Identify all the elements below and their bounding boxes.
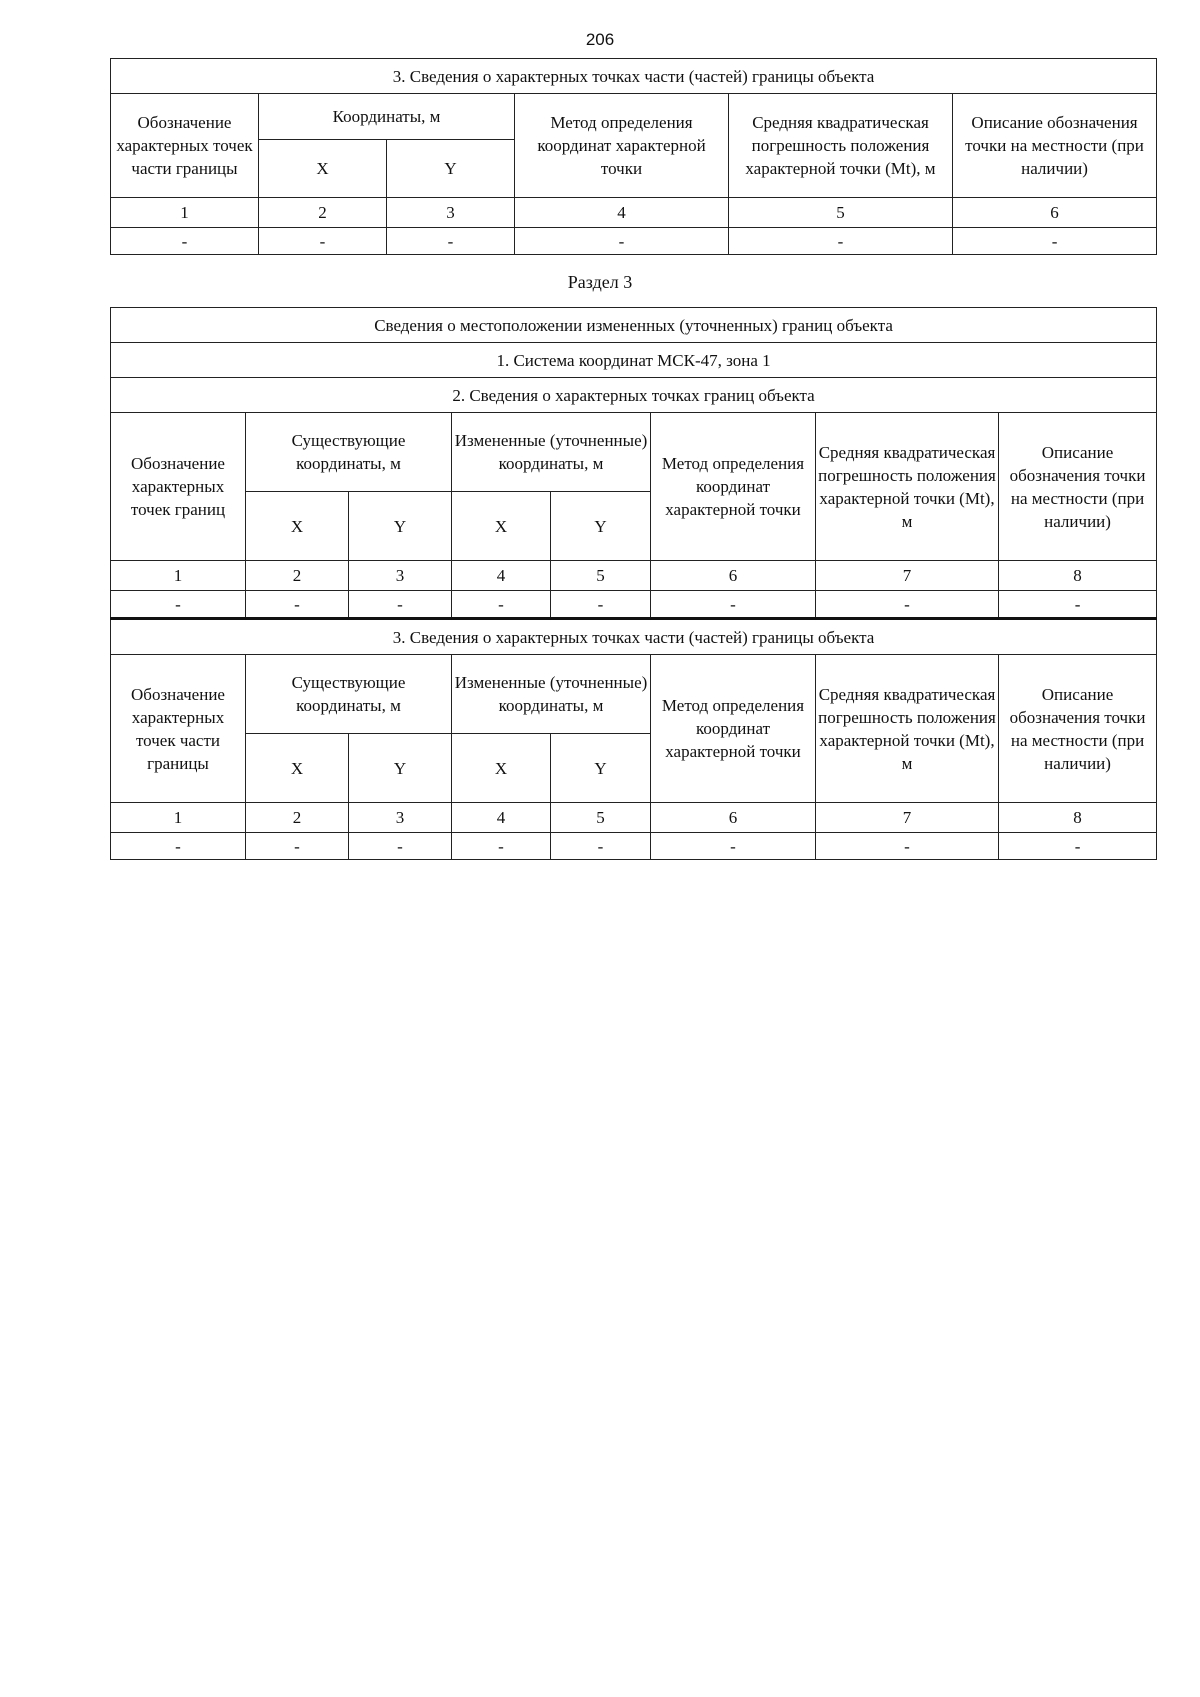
column-number: 6 xyxy=(651,561,816,591)
column-number: 3 xyxy=(387,198,515,228)
column-number: 1 xyxy=(111,561,246,591)
column-number: 3 xyxy=(349,561,452,591)
table-cell: - xyxy=(349,833,452,860)
table-row xyxy=(111,228,1157,255)
header-existing-coordinates: Существующие координаты, м xyxy=(246,655,452,734)
header-error: Средняя квадратическая погрешность положения характерной точки (Mt), м xyxy=(816,655,999,803)
table-cell: - xyxy=(816,591,999,619)
table-cell: - xyxy=(246,591,349,619)
header-x: X xyxy=(452,734,551,803)
header-coordinates: Координаты, м xyxy=(259,94,515,140)
column-number: 6 xyxy=(651,803,816,833)
header-changed-coordinates: Измененные (уточненные) координаты, м xyxy=(452,655,651,734)
header-description: Описание обозначения точки на местности (при наличии) xyxy=(999,655,1157,803)
column-number: 2 xyxy=(246,561,349,591)
coordinate-system: 1. Система координат МСК-47, зона 1 xyxy=(111,343,1157,378)
section-label: Раздел 3 xyxy=(567,272,633,292)
column-number: 5 xyxy=(551,561,651,591)
table-cell: - xyxy=(729,228,953,255)
table-cell: - xyxy=(349,591,452,619)
header-method: Метод определения координат характерной точки xyxy=(651,655,816,803)
characteristic-points-parts-table xyxy=(110,58,1157,255)
header-x: X xyxy=(246,734,349,803)
header-point-designation: Обозначение характерных точек границ xyxy=(111,413,246,561)
header-existing-coordinates: Существующие координаты, м xyxy=(246,413,452,492)
table-cell: - xyxy=(651,591,816,619)
column-number: 6 xyxy=(953,198,1157,228)
header-x: X xyxy=(452,492,551,561)
section3-table xyxy=(110,307,1157,860)
column-number-row xyxy=(111,198,1157,228)
column-number: 4 xyxy=(452,803,551,833)
header-method: Метод определения координат характерной точки xyxy=(515,94,729,198)
page-number: 206 xyxy=(585,30,615,49)
header-error: Средняя квадратическая погрешность положения характерной точки (Mt), м xyxy=(729,94,953,198)
table-cell: - xyxy=(452,833,551,860)
table-title: Сведения о местоположении измененных (уточненных) границ объекта xyxy=(111,308,1157,343)
header-y: Y xyxy=(387,140,515,198)
table-cell: - xyxy=(111,228,259,255)
table-cell: - xyxy=(651,833,816,860)
table-cell: - xyxy=(551,591,651,619)
column-number: 8 xyxy=(999,803,1157,833)
table-cell: - xyxy=(111,833,246,860)
column-number: 5 xyxy=(551,803,651,833)
column-number: 7 xyxy=(816,561,999,591)
table-cell: - xyxy=(246,833,349,860)
column-number: 8 xyxy=(999,561,1157,591)
table-cell: - xyxy=(816,833,999,860)
subsection-title: 3. Сведения о характерных точках части (частей) границы объекта xyxy=(111,619,1157,655)
header-point-designation: Обозначение характерных точек части границы xyxy=(111,94,259,198)
table-cell: - xyxy=(953,228,1157,255)
column-number-row xyxy=(111,803,1157,833)
header-description: Описание обозначения точки на местности (при наличии) xyxy=(999,413,1157,561)
table-cell: - xyxy=(387,228,515,255)
header-y: Y xyxy=(551,734,651,803)
table-title: 3. Сведения о характерных точках части (частей) границы объекта xyxy=(111,59,1157,94)
column-number: 4 xyxy=(515,198,729,228)
column-number: 3 xyxy=(349,803,452,833)
table-row xyxy=(111,591,1157,619)
header-method: Метод определения координат характерной точки xyxy=(651,413,816,561)
table-cell: - xyxy=(999,591,1157,619)
column-number: 1 xyxy=(111,198,259,228)
header-x: X xyxy=(259,140,387,198)
header-y: Y xyxy=(349,734,452,803)
header-x: X xyxy=(246,492,349,561)
header-error: Средняя квадратическая погрешность положения характерной точки (Mt), м xyxy=(816,413,999,561)
column-number: 7 xyxy=(816,803,999,833)
header-y: Y xyxy=(349,492,452,561)
header-changed-coordinates: Измененные (уточненные) координаты, м xyxy=(452,413,651,492)
column-number-row xyxy=(111,561,1157,591)
table-cell: - xyxy=(259,228,387,255)
table-cell: - xyxy=(515,228,729,255)
column-number: 5 xyxy=(729,198,953,228)
column-number: 1 xyxy=(111,803,246,833)
header-y: Y xyxy=(551,492,651,561)
column-number: 2 xyxy=(259,198,387,228)
column-number: 4 xyxy=(452,561,551,591)
table-cell: - xyxy=(452,591,551,619)
table-cell: - xyxy=(999,833,1157,860)
table-cell: - xyxy=(111,591,246,619)
header-description: Описание обозначения точки на местности (при наличии) xyxy=(953,94,1157,198)
table-row xyxy=(111,833,1157,860)
table-cell: - xyxy=(551,833,651,860)
header-point-designation: Обозначение характерных точек части границы xyxy=(111,655,246,803)
subsection-title: 2. Сведения о характерных точках границ объекта xyxy=(111,378,1157,413)
column-number: 2 xyxy=(246,803,349,833)
